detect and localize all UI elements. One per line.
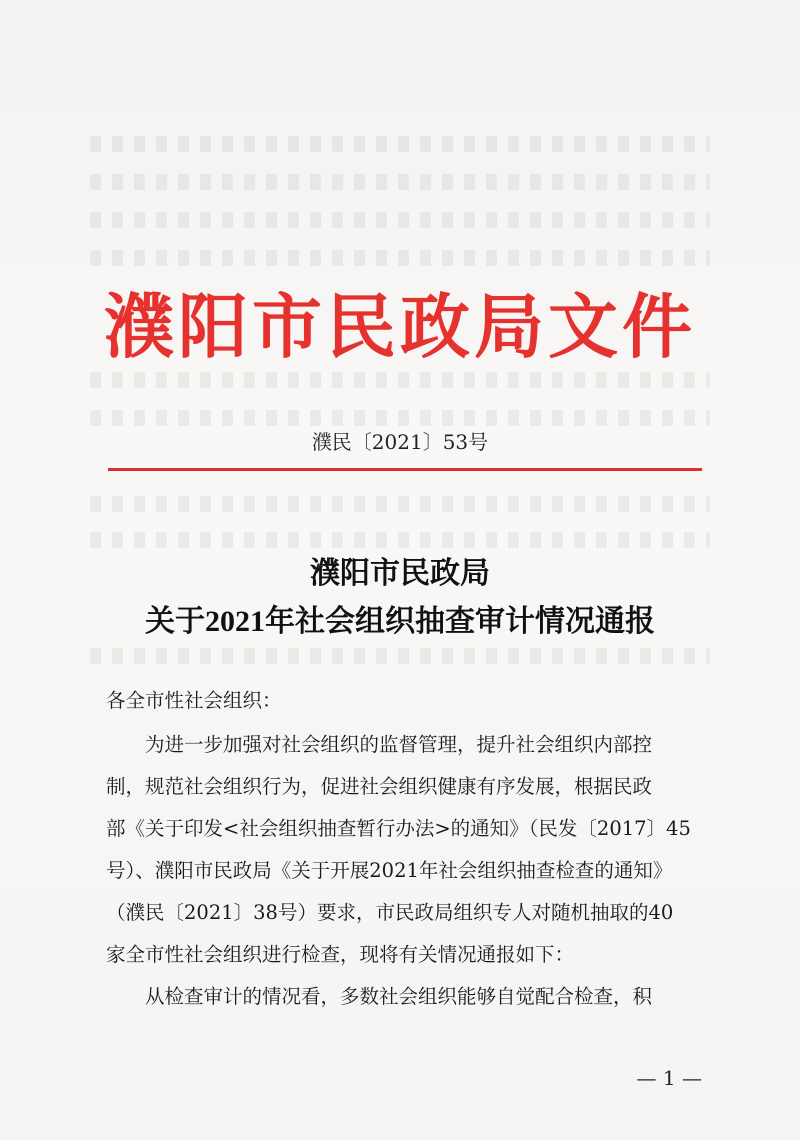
bleed-through: [90, 174, 710, 190]
body-line: 家全市性社会组织进行检查，现将有关情况通报如下：: [106, 943, 575, 966]
body-line: 制，规范社会组织行为，促进社会组织健康有序发展，根据民政: [106, 775, 653, 798]
body-line: （濮民〔2021〕38号）要求，市民政局组织专人对随机抽取的40: [106, 901, 674, 924]
bleed-through: [90, 136, 710, 152]
salutation: 各全市性社会组织：: [106, 689, 282, 712]
document-header-title: 濮阳市民政局文件: [104, 286, 696, 368]
document-number: 濮民〔2021〕53号: [311, 430, 489, 454]
bleed-through: [90, 532, 710, 548]
red-divider: [108, 468, 702, 471]
page-number: [0, 1066, 800, 1090]
body-line: 部《关于印发<社会组织抽查暂行办法>的通知》（民发〔2017〕45: [106, 817, 691, 840]
notice-title-issuer: 濮阳市民政局: [310, 557, 490, 590]
bleed-through: [90, 250, 710, 266]
notice-title-subject: 关于2021年社会组织抽查审计情况通报: [145, 605, 655, 638]
bleed-through: [90, 212, 710, 228]
bleed-through: [90, 372, 710, 388]
page-number-text: — 1 —: [636, 1066, 702, 1090]
body-line: 号）、濮阳市民政局《关于开展2021年社会组织抽查检查的通知》: [106, 859, 673, 882]
bleed-through: [90, 648, 710, 664]
bleed-through: [90, 496, 710, 512]
body-line: 为进一步加强对社会组织的监督管理，提升社会组织内部控: [106, 733, 653, 756]
body-line: 从检查审计的情况看，多数社会组织能够自觉配合检查，积: [106, 985, 653, 1008]
bleed-through: [90, 410, 710, 426]
